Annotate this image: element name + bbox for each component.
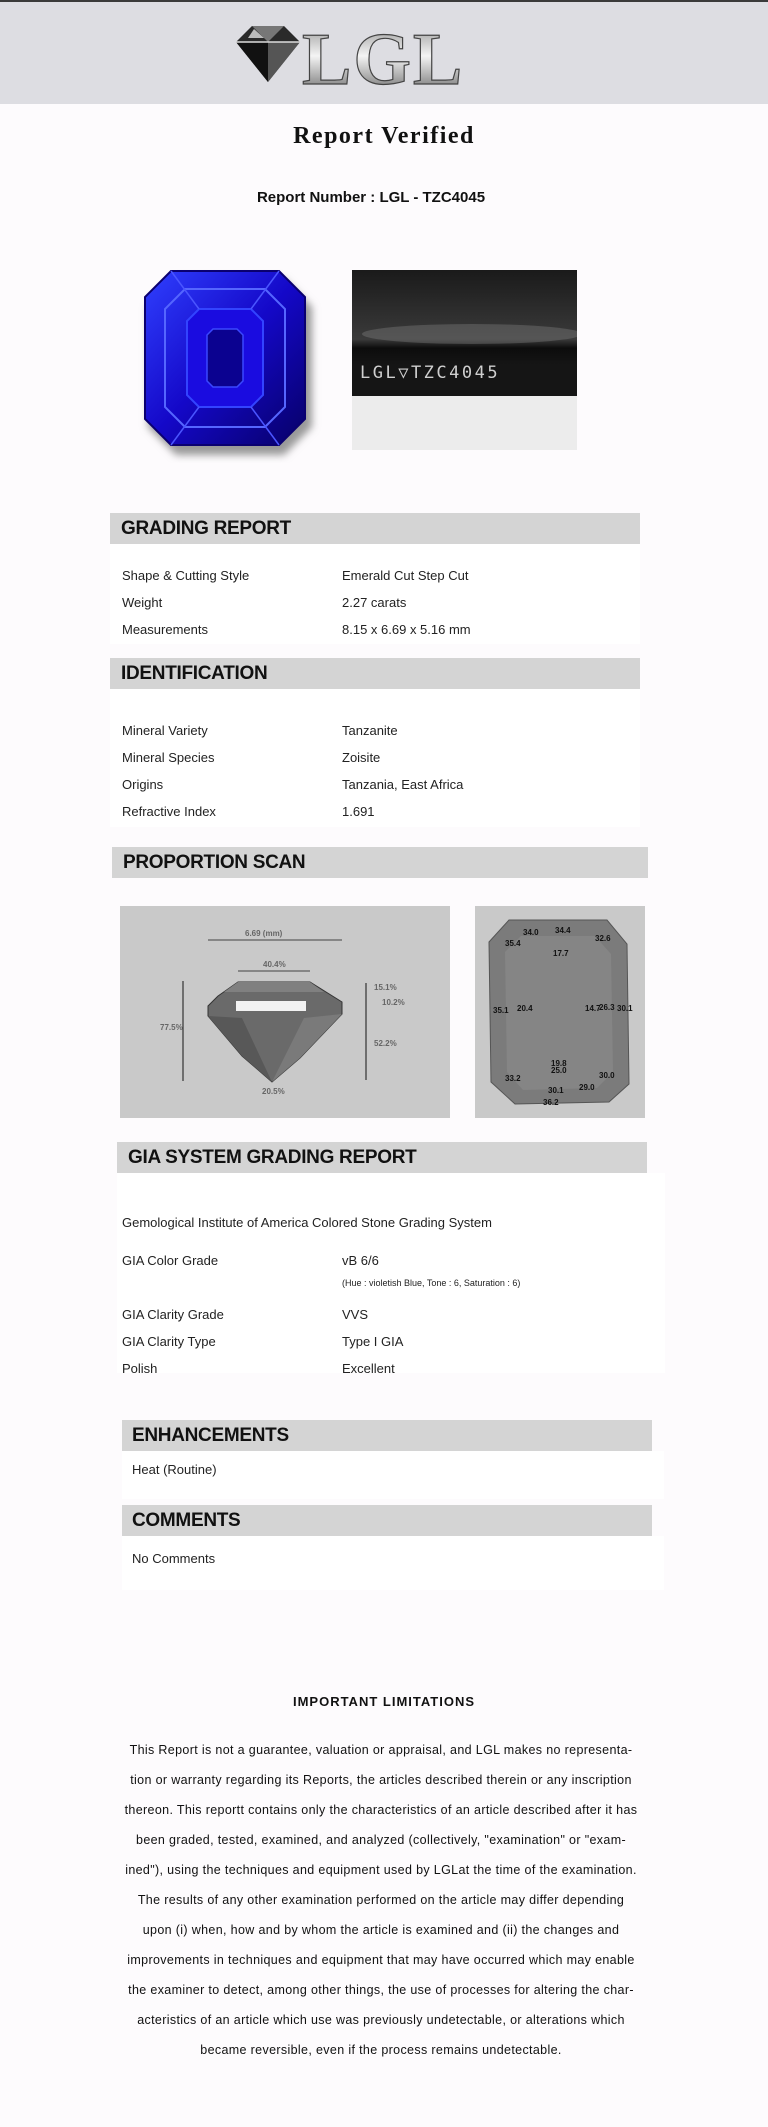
gia-label-clarity-grade: GIA Clarity Grade (122, 1307, 224, 1322)
top-val-7: 14.7 (585, 1004, 601, 1013)
ident-label-variety: Mineral Variety (122, 723, 208, 738)
limitations-line: the examiner to detect, among other things, the use of processes for altering the char- (128, 1983, 634, 1997)
side-profile-scan (120, 906, 450, 1118)
top-val-10: 19.8 (551, 1059, 567, 1068)
limitations-line: became reversible, even if the process remains undetectable. (200, 2043, 562, 2057)
ident-label-ri: Refractive Index (122, 804, 216, 819)
ident-label-origins: Origins (122, 777, 164, 792)
gia-value-color: vB 6/6 (342, 1253, 379, 1268)
gia-intro: Gemological Institute of America Colored Stone Grading System (122, 1215, 492, 1230)
scan-culet-label: 20.5% (262, 1087, 285, 1096)
grading-value-weight: 2.27 carats (342, 595, 407, 610)
gia-color-note: (Hue : violetish Blue, Tone : 6, Saturation : 6) (342, 1278, 521, 1288)
limitations-line: This Report is not a guarantee, valuation or appraisal, and LGL makes no representa- (129, 1743, 633, 1757)
grading-value-shape: Emerald Cut Step Cut (342, 568, 469, 583)
header-banner (0, 0, 768, 104)
top-val-14: 30.1 (548, 1086, 564, 1095)
scan-total-depth-label: 77.5% (160, 1023, 183, 1032)
top-val-16: 36.2 (543, 1098, 559, 1107)
limitations-line: tion or warranty regarding its Reports, the articles described therein or any inscription (130, 1773, 632, 1787)
grading-value-measurements: 8.15 x 6.69 x 5.16 mm (342, 622, 471, 637)
gia-value-clarity-grade: VVS (342, 1307, 369, 1322)
limitations-line: upon (i) when, how and by whom the article is examined and (ii) the changes and (142, 1923, 620, 1937)
limitations-line: been graded, tested, examined, and analyzed (collectively, "examination" or "exam- (136, 1833, 626, 1847)
inscription-photo (352, 270, 577, 450)
top-val-5: 35.1 (493, 1006, 509, 1015)
grading-label-measurements: Measurements (122, 622, 208, 637)
gem-photo (135, 263, 325, 463)
grading-report-heading: GRADING REPORT (110, 513, 640, 544)
page-title: Report Verified (293, 123, 475, 149)
gia-label-color: GIA Color Grade (122, 1253, 219, 1268)
top-val-6: 20.4 (517, 1004, 533, 1013)
limitations-line: thereon. This reportt contains only the characteristics of an article described after it has (124, 1803, 638, 1817)
lgl-logo (234, 16, 494, 94)
limitations-heading: IMPORTANT LIMITATIONS (292, 1694, 476, 1709)
gia-value-clarity-type: Type I GIA (342, 1334, 404, 1349)
top-val-12: 33.2 (505, 1074, 521, 1083)
proportion-scan-heading: PROPORTION SCAN (112, 847, 648, 878)
grading-label-shape: Shape & Cutting Style (122, 568, 250, 583)
top-val-13: 30.0 (599, 1071, 615, 1080)
identification-heading: IDENTIFICATION (110, 658, 640, 689)
scan-pavilion-label: 52.2% (374, 1039, 397, 1048)
limitations-line: improvements in techniques and equipment that may have occurred which may enable (127, 1953, 635, 1967)
gia-heading: GIA SYSTEM GRADING REPORT (117, 1142, 647, 1173)
top-val-4: 17.7 (553, 949, 569, 958)
ident-value-ri: 1.691 (342, 804, 375, 819)
scan-girdle-label: 10.2% (382, 998, 405, 1007)
ident-value-species: Zoisite (342, 750, 381, 765)
limitations-line: ined"), using the techniques and equipment used by LGLat the time of the examination. (125, 1863, 637, 1877)
top-view-scan (475, 906, 645, 1118)
scan-width-label: 6.69 (mm) (245, 929, 283, 938)
limitations-line: acteristics of an article which use was previously undetectable, or alterations which (137, 2013, 625, 2027)
enhancements-value: Heat (Routine) (132, 1462, 217, 1477)
gia-label-clarity-type: GIA Clarity Type (122, 1334, 216, 1349)
ident-value-variety: Tanzanite (342, 723, 398, 738)
ident-label-species: Mineral Species (122, 750, 215, 765)
logo-text: LGL (302, 19, 465, 94)
top-val-2: 35.4 (505, 939, 521, 948)
top-val-11: 25.0 (551, 1066, 567, 1075)
scan-crown-label: 15.1% (374, 983, 397, 992)
top-val-15: 29.0 (579, 1083, 595, 1092)
top-val-9: 30.1 (617, 1004, 633, 1013)
comments-heading: COMMENTS (122, 1505, 652, 1536)
top-val-8: 26.3 (599, 1003, 615, 1012)
limitations-line: The results of any other examination performed on the article may differ depending (137, 1893, 625, 1907)
ident-value-origins: Tanzania, East Africa (342, 777, 464, 792)
gia-label-polish: Polish (122, 1361, 158, 1376)
top-val-3: 32.6 (595, 934, 611, 943)
grading-label-weight: Weight (122, 595, 163, 610)
comments-value: No Comments (132, 1551, 216, 1566)
gia-value-polish: Excellent (342, 1361, 395, 1376)
report-number: Report Number : LGL - TZC4045 (256, 189, 486, 206)
scan-table-label: 40.4% (263, 960, 286, 969)
top-val-1: 34.4 (555, 926, 571, 935)
inscription-text: LGL▽TZC4045 (360, 363, 501, 383)
limitations-text (112, 1735, 650, 2065)
top-val-0: 34.0 (523, 928, 539, 937)
diamond-icon (236, 26, 300, 82)
enhancements-heading: ENHANCEMENTS (122, 1420, 652, 1451)
